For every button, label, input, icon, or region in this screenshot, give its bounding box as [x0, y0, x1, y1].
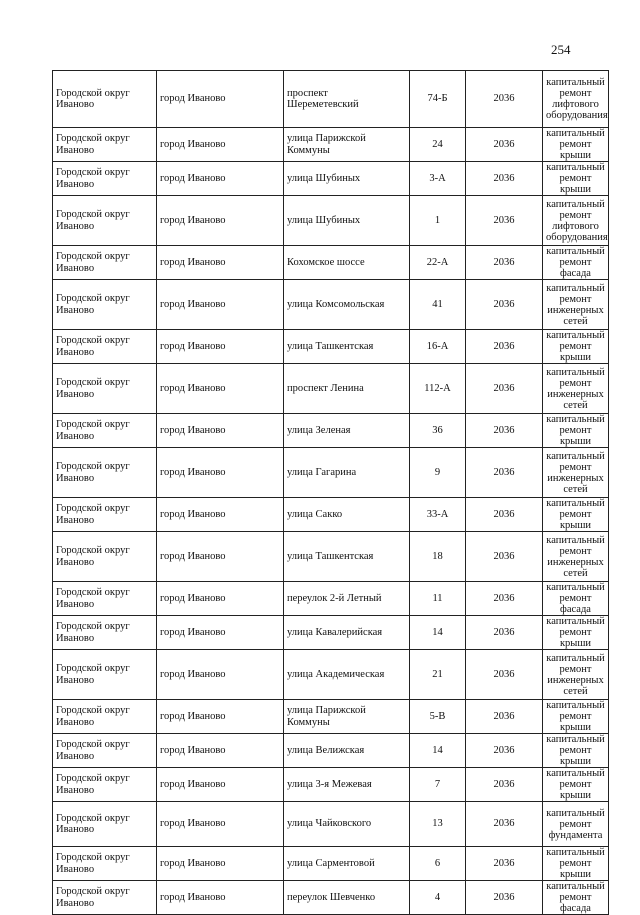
- year-cell: 2036: [466, 71, 543, 128]
- work-type-cell: капитальный ремонт крыши: [543, 162, 609, 196]
- work-type-cell: капитальный ремонт фасада: [543, 582, 609, 616]
- year-cell: 2036: [466, 650, 543, 700]
- work-type-cell: капитальный ремонт инженерных сетей: [543, 650, 609, 700]
- municipality-cell: Городской округ Иваново: [53, 71, 157, 128]
- house-number-cell: 4: [410, 881, 466, 915]
- locality-cell: город Иваново: [157, 650, 284, 700]
- locality-cell: город Иваново: [157, 734, 284, 768]
- table-row: [53, 448, 609, 498]
- year-cell: 2036: [466, 802, 543, 847]
- year-cell: 2036: [466, 280, 543, 330]
- year-cell: 2036: [466, 768, 543, 802]
- house-number-cell: 6: [410, 847, 466, 881]
- municipality-cell: Городской округ Иваново: [53, 532, 157, 582]
- locality-cell: город Иваново: [157, 532, 284, 582]
- work-type-cell: капитальный ремонт инженерных сетей: [543, 364, 609, 414]
- year-cell: 2036: [466, 700, 543, 734]
- street-cell: улица Комсомольская: [284, 280, 410, 330]
- work-type-cell: капитальный ремонт крыши: [543, 734, 609, 768]
- year-cell: 2036: [466, 532, 543, 582]
- work-type-cell: капитальный ремонт крыши: [543, 768, 609, 802]
- locality-cell: город Иваново: [157, 768, 284, 802]
- table-row: [53, 498, 609, 532]
- street-cell: проспект Шереметевский: [284, 71, 410, 128]
- work-type-cell: капитальный ремонт лифтового оборудования: [543, 196, 609, 246]
- locality-cell: город Иваново: [157, 802, 284, 847]
- work-type-cell: капитальный ремонт инженерных сетей: [543, 280, 609, 330]
- municipality-cell: Городской округ Иваново: [53, 196, 157, 246]
- work-type-cell: капитальный ремонт крыши: [543, 616, 609, 650]
- year-cell: 2036: [466, 128, 543, 162]
- table-row: [53, 364, 609, 414]
- house-number-cell: 14: [410, 616, 466, 650]
- street-cell: улица Зеленая: [284, 414, 410, 448]
- house-number-cell: 3-А: [410, 162, 466, 196]
- house-number-cell: 112-А: [410, 364, 466, 414]
- street-cell: улица Кавалерийская: [284, 616, 410, 650]
- table-row: [53, 162, 609, 196]
- work-type-cell: капитальный ремонт крыши: [543, 847, 609, 881]
- municipality-cell: Городской округ Иваново: [53, 448, 157, 498]
- municipality-cell: Городской округ Иваново: [53, 650, 157, 700]
- municipality-cell: Городской округ Иваново: [53, 330, 157, 364]
- work-type-cell: капитальный ремонт крыши: [543, 330, 609, 364]
- street-cell: улица Ташкентская: [284, 330, 410, 364]
- year-cell: 2036: [466, 498, 543, 532]
- table-row: [53, 881, 609, 915]
- year-cell: 2036: [466, 881, 543, 915]
- locality-cell: город Иваново: [157, 246, 284, 280]
- work-type-cell: капитальный ремонт крыши: [543, 498, 609, 532]
- table-row: [53, 128, 609, 162]
- table-row: [53, 246, 609, 280]
- locality-cell: город Иваново: [157, 700, 284, 734]
- work-type-cell: капитальный ремонт крыши: [543, 128, 609, 162]
- year-cell: 2036: [466, 582, 543, 616]
- house-number-cell: 14: [410, 734, 466, 768]
- locality-cell: город Иваново: [157, 881, 284, 915]
- street-cell: улица Парижской Коммуны: [284, 128, 410, 162]
- house-number-cell: 13: [410, 802, 466, 847]
- street-cell: улица Чайковского: [284, 802, 410, 847]
- house-number-cell: 22-А: [410, 246, 466, 280]
- table-row: [53, 414, 609, 448]
- table-row: [53, 71, 609, 128]
- municipality-cell: Городской округ Иваново: [53, 768, 157, 802]
- locality-cell: город Иваново: [157, 280, 284, 330]
- street-cell: улица Ташкентская: [284, 532, 410, 582]
- municipality-cell: Городской округ Иваново: [53, 128, 157, 162]
- locality-cell: город Иваново: [157, 71, 284, 128]
- house-number-cell: 24: [410, 128, 466, 162]
- house-number-cell: 7: [410, 768, 466, 802]
- municipality-cell: Городской округ Иваново: [53, 734, 157, 768]
- year-cell: 2036: [466, 847, 543, 881]
- municipality-cell: Городской округ Иваново: [53, 881, 157, 915]
- municipality-cell: Городской округ Иваново: [53, 364, 157, 414]
- locality-cell: город Иваново: [157, 847, 284, 881]
- street-cell: улица Шубиных: [284, 162, 410, 196]
- work-type-cell: капитальный ремонт фасада: [543, 881, 609, 915]
- table-body: [53, 71, 609, 915]
- street-cell: улица Сакко: [284, 498, 410, 532]
- street-cell: улица Шубиных: [284, 196, 410, 246]
- locality-cell: город Иваново: [157, 364, 284, 414]
- table-row: [53, 700, 609, 734]
- locality-cell: город Иваново: [157, 162, 284, 196]
- locality-cell: город Иваново: [157, 414, 284, 448]
- municipality-cell: Городской округ Иваново: [53, 616, 157, 650]
- year-cell: 2036: [466, 246, 543, 280]
- house-number-cell: 74-Б: [410, 71, 466, 128]
- work-type-cell: капитальный ремонт лифтового оборудования: [543, 71, 609, 128]
- locality-cell: город Иваново: [157, 448, 284, 498]
- work-type-cell: капитальный ремонт фасада: [543, 246, 609, 280]
- street-cell: улица Парижской Коммуны: [284, 700, 410, 734]
- year-cell: 2036: [466, 364, 543, 414]
- work-type-cell: капитальный ремонт крыши: [543, 414, 609, 448]
- table-row: [53, 847, 609, 881]
- table-row: [53, 802, 609, 847]
- street-cell: переулок 2-й Летный: [284, 582, 410, 616]
- house-number-cell: 41: [410, 280, 466, 330]
- work-type-cell: капитальный ремонт крыши: [543, 700, 609, 734]
- year-cell: 2036: [466, 616, 543, 650]
- year-cell: 2036: [466, 196, 543, 246]
- municipality-cell: Городской округ Иваново: [53, 802, 157, 847]
- table-row: [53, 650, 609, 700]
- municipality-cell: Городской округ Иваново: [53, 498, 157, 532]
- municipality-cell: Городской округ Иваново: [53, 246, 157, 280]
- table-row: [53, 280, 609, 330]
- locality-cell: город Иваново: [157, 330, 284, 364]
- municipality-cell: Городской округ Иваново: [53, 582, 157, 616]
- house-number-cell: 9: [410, 448, 466, 498]
- work-type-cell: капитальный ремонт фундамента: [543, 802, 609, 847]
- work-type-cell: капитальный ремонт инженерных сетей: [543, 448, 609, 498]
- house-number-cell: 11: [410, 582, 466, 616]
- street-cell: проспект Ленина: [284, 364, 410, 414]
- table-row: [53, 532, 609, 582]
- street-cell: улица Сарментовой: [284, 847, 410, 881]
- year-cell: 2036: [466, 448, 543, 498]
- street-cell: улица 3-я Межевая: [284, 768, 410, 802]
- house-number-cell: 18: [410, 532, 466, 582]
- work-type-cell: капитальный ремонт инженерных сетей: [543, 532, 609, 582]
- table-row: [53, 196, 609, 246]
- year-cell: 2036: [466, 162, 543, 196]
- locality-cell: город Иваново: [157, 196, 284, 246]
- municipality-cell: Городской округ Иваново: [53, 162, 157, 196]
- municipality-cell: Городской округ Иваново: [53, 847, 157, 881]
- locality-cell: город Иваново: [157, 616, 284, 650]
- table-row: [53, 734, 609, 768]
- table-row: [53, 330, 609, 364]
- table-row: [53, 582, 609, 616]
- repair-schedule-table: [52, 70, 609, 915]
- street-cell: улица Велижская: [284, 734, 410, 768]
- street-cell: Кохомское шоссе: [284, 246, 410, 280]
- year-cell: 2036: [466, 734, 543, 768]
- page-number: 254: [551, 42, 571, 57]
- year-cell: 2036: [466, 330, 543, 364]
- house-number-cell: 33-А: [410, 498, 466, 532]
- street-cell: переулок Шевченко: [284, 881, 410, 915]
- locality-cell: город Иваново: [157, 498, 284, 532]
- street-cell: улица Академическая: [284, 650, 410, 700]
- locality-cell: город Иваново: [157, 128, 284, 162]
- municipality-cell: Городской округ Иваново: [53, 414, 157, 448]
- house-number-cell: 1: [410, 196, 466, 246]
- house-number-cell: 16-А: [410, 330, 466, 364]
- year-cell: 2036: [466, 414, 543, 448]
- table-row: [53, 616, 609, 650]
- table-row: [53, 768, 609, 802]
- house-number-cell: 21: [410, 650, 466, 700]
- street-cell: улица Гагарина: [284, 448, 410, 498]
- municipality-cell: Городской округ Иваново: [53, 280, 157, 330]
- house-number-cell: 5-В: [410, 700, 466, 734]
- house-number-cell: 36: [410, 414, 466, 448]
- municipality-cell: Городской округ Иваново: [53, 700, 157, 734]
- locality-cell: город Иваново: [157, 582, 284, 616]
